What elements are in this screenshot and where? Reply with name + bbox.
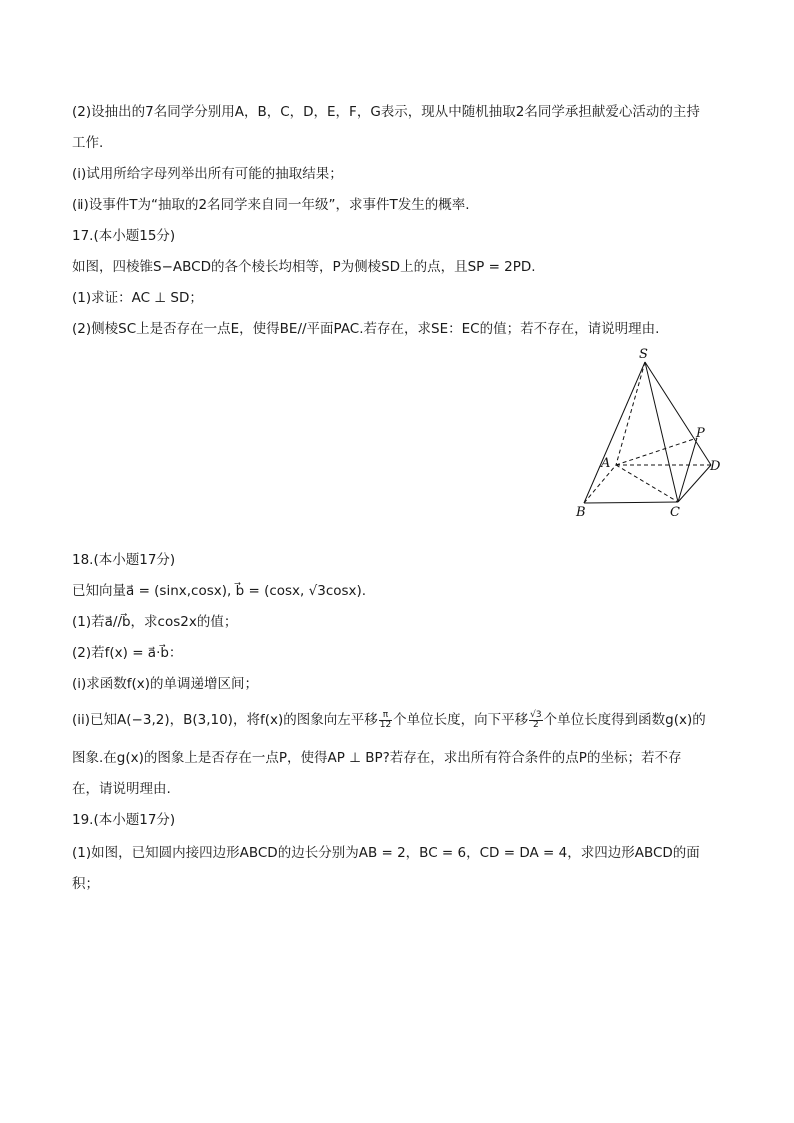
fraction-sqrt3-over-2: $\frac{√3}{2}$: [530, 709, 542, 730]
q19-part1-line2: 积；: [72, 876, 99, 892]
q18-part2-ii-line2: 图象.在g(x)的图象上是否存在一点P，使得AP ⊥ BP?若存在，求出所有符合条件的点P的坐标；若不存: [72, 750, 682, 766]
q16-part2-i: (ⅰ)试用所给字母列举出所有可能的抽取结果；: [72, 166, 343, 182]
q18-part2-ii-line3: 在，请说明理由.: [72, 781, 171, 797]
edge-sa: [616, 362, 645, 465]
label-b: B: [576, 505, 586, 520]
edge-ab: [584, 465, 616, 503]
diag-ac: [616, 465, 678, 502]
q18-part2-ii-line1: [72, 710, 706, 730]
edge-sc: [645, 362, 678, 502]
label-d: D: [710, 459, 721, 474]
q17-stem: 如图，四棱锥S−ABCD的各个棱长均相等，P为侧棱SD上的点，且SP = 2PD.: [72, 259, 536, 275]
q18-header: 18.(本小题17分): [72, 552, 176, 568]
fraction-pi-over-12: $\frac{\pi}{12}$: [379, 709, 392, 730]
q16-part2-line2: 工作.: [72, 135, 104, 151]
label-c: C: [670, 505, 680, 520]
segment-ap: [616, 438, 697, 465]
q18-part1: (1)若a⃗//b⃗，求cos2x的值；: [72, 614, 238, 630]
segment-pc: [678, 438, 697, 502]
label-a: A: [601, 456, 611, 471]
q17-part2: (2)侧棱SC上是否存在一点E，使得BE//平面PAC.若存在，求SE：EC的值；若不存在，请说明理由.: [72, 321, 660, 337]
pyramid-figure: [566, 340, 736, 525]
edge-bc: [584, 502, 678, 503]
q18-stem: 已知向量a⃗ = (sinx,cosx), b⃗ = (cosx, √3cosx).: [72, 583, 367, 599]
q17-header: 17.(本小题15分): [72, 228, 176, 244]
edge-sd: [645, 362, 711, 465]
q16-part2-line1: (2)设抽出的7名同学分别用A，B，C，D，E，F，G表示，现从中随机抽取2名同学承担献爱心活动的主持: [72, 104, 700, 120]
q16-part2-ii: (ⅱ)设事件T为“抽取的2名同学来自同一年级”，求事件T发生的概率.: [72, 197, 470, 213]
q18-ii-post: 个单位长度得到函数g(x)的: [543, 712, 706, 728]
label-p: P: [696, 426, 705, 441]
q18-ii-pre: (ii)已知A(−3,2)，B(3,10)，将f(x)的图象向左平移: [72, 712, 378, 728]
edge-cd: [678, 465, 711, 502]
q18-part2: (2)若f(x) = a⃗·b⃗：: [72, 645, 183, 661]
q18-ii-mid: 个单位长度，向下平移: [393, 712, 529, 728]
q19-header: 19.(本小题17分): [72, 812, 176, 828]
q19-part1-line1: (1)如图，已知圆内接四边形ABCD的边长分别为AB = 2，BC = 6，CD = DA = 4，求四边形ABCD的面: [72, 845, 700, 861]
edge-sb: [584, 362, 645, 503]
q17-part1: (1)求证：AC ⊥ SD；: [72, 290, 203, 306]
label-s: S: [639, 347, 648, 362]
q18-part2-i: (i)求函数f(x)的单调递增区间；: [72, 676, 259, 692]
